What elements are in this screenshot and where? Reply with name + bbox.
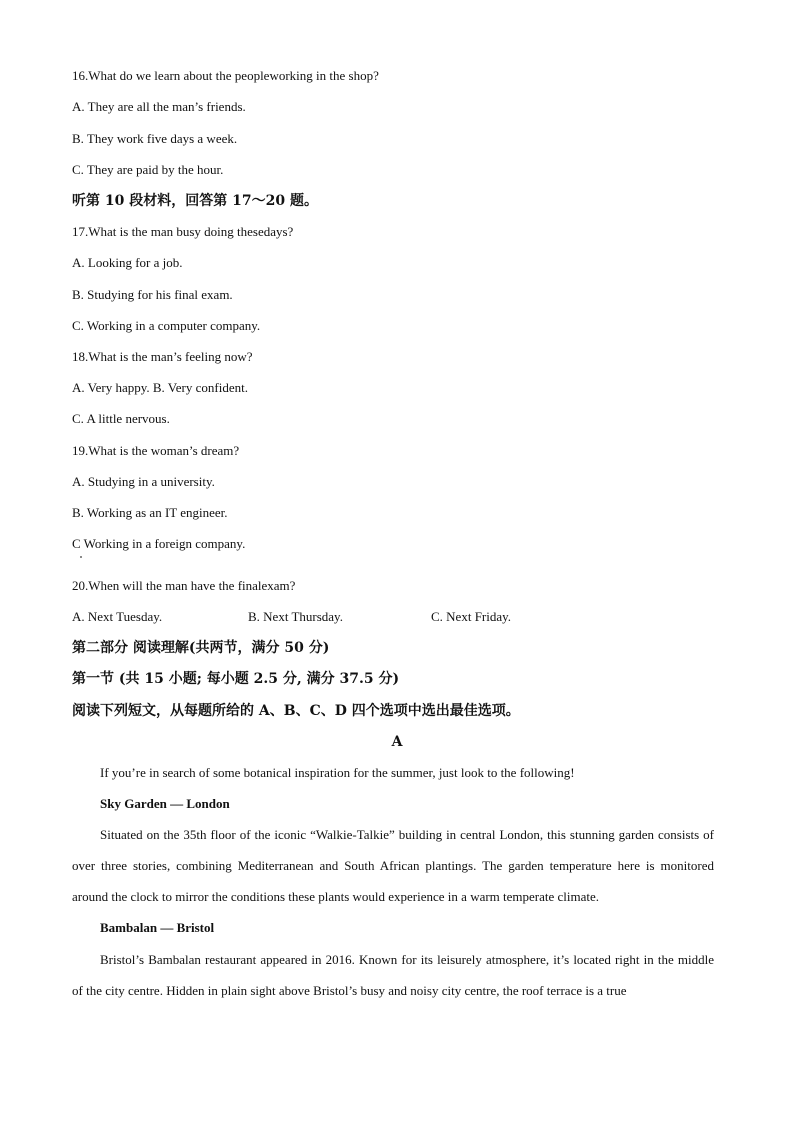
sky-garden-title: Sky Garden — London — [100, 796, 230, 811]
q19-stem: 19.What is the woman’s dream? — [72, 443, 240, 458]
section10-heading: 听第 10 段材料，回答第 17～20 题。 — [72, 193, 318, 209]
q18-option-ab: A. Very happy. B. Very confident. — [72, 380, 248, 395]
q19-option-b: B. Working as an IT engineer. — [72, 505, 228, 520]
passage-intro: If you’re in search of some botanical inspiration for the summer, just look to the following! — [100, 765, 575, 780]
part2-heading: 第二部分 阅读理解(共两节，满分 50 分) — [72, 640, 330, 656]
q17-stem: 17.What is the man busy doing thesedays? — [72, 224, 294, 239]
passage-label: A — [391, 734, 403, 750]
q16-option-c: C. They are paid by the hour. — [72, 162, 224, 177]
bambalan-body: Bristol’s Bambalan restaurant appeared in 2016. Known for its leisurely atmosphere, it’s located right in the middle of the city centre. Hidden in plain sight above Bristol’s busy and noisy city centre, the roof terrace is a true — [72, 952, 714, 999]
section1-heading: 第一节 (共 15 小题; 每小题 2.5 分, 满分 37.5 分) — [72, 671, 400, 687]
q17-option-b: B. Studying for his final exam. — [72, 287, 233, 302]
scan-dot — [80, 556, 82, 558]
q19-option-a: A. Studying in a university. — [72, 474, 215, 489]
q18-stem: 18.What is the man’s feeling now? — [72, 349, 253, 364]
q19-option-c: C Working in a foreign company. — [72, 536, 246, 551]
q16-option-b: B. They work five days a week. — [72, 131, 238, 146]
q17-option-c: C. Working in a computer company. — [72, 318, 261, 333]
sky-garden-body: Situated on the 35th floor of the iconic “Walkie-Talkie” building in central London, this stunning garden consists of over three stories, combining Mediterranean and South African plantings. The garden temperature here is monitored around the clock to mirror the conditions these plants would experience in a warm temperate climate. — [72, 827, 714, 905]
q16-stem: 16.What do we learn about the peopleworking in the shop? — [72, 68, 379, 83]
bambalan-paragraph — [72, 944, 714, 1006]
q18-option-c: C. A little nervous. — [72, 411, 170, 426]
q20-option-c: C. Next Friday. — [431, 609, 512, 624]
sky-garden-paragraph — [72, 819, 714, 913]
q20-option-b: B. Next Thursday. — [248, 609, 343, 624]
q20-stem: 20.When will the man have the finalexam? — [72, 578, 296, 593]
reading-instruction: 阅读下列短文，从每题所给的 A、B、C、D 四个选项中选出最佳选项。 — [72, 703, 520, 719]
q17-option-a: A. Looking for a job. — [72, 255, 183, 270]
q16-option-a: A. They are all the man’s friends. — [72, 99, 246, 114]
q20-option-a: A. Next Tuesday. — [72, 609, 163, 624]
bambalan-title: Bambalan — Bristol — [100, 920, 215, 935]
